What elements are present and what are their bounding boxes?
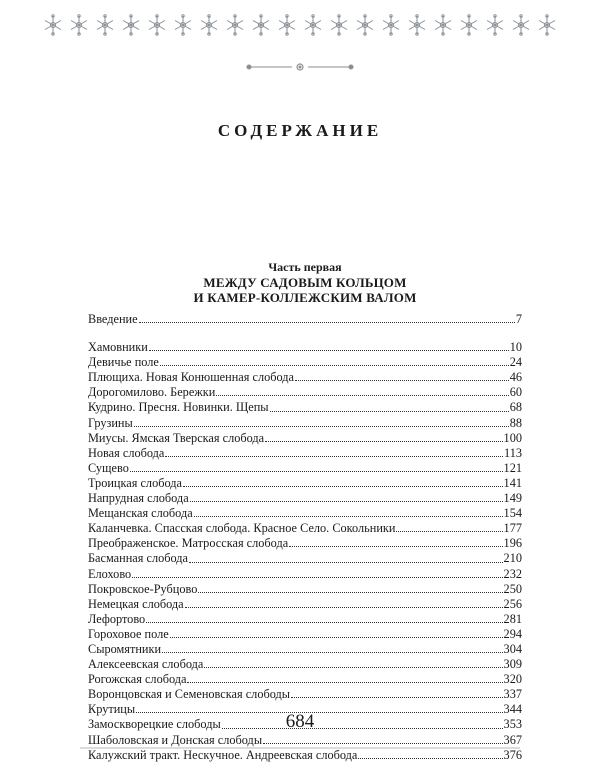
toc-entry-page: 100 bbox=[503, 430, 522, 445]
decorative-snowflake-border bbox=[40, 8, 560, 42]
toc-leader-dots bbox=[396, 531, 502, 532]
toc-leader-dots bbox=[265, 441, 502, 442]
toc-entry-title: Напрудная слобода bbox=[88, 491, 189, 506]
toc-entry bbox=[88, 476, 522, 491]
toc-entry bbox=[88, 312, 522, 327]
toc-leader-dots bbox=[187, 682, 502, 683]
page-number: 684 bbox=[285, 711, 315, 732]
title-ornament bbox=[245, 62, 355, 72]
toc-leader-dots bbox=[291, 697, 503, 698]
toc-leader-dots bbox=[160, 365, 509, 366]
toc-entry-page: 88 bbox=[509, 415, 522, 430]
toc-leader-dots bbox=[139, 322, 515, 323]
toc-leader-dots bbox=[190, 501, 503, 502]
toc-entry-page: 309 bbox=[503, 657, 522, 672]
toc-entry bbox=[88, 370, 522, 385]
toc-entry-title: Миусы. Ямская Тверская слобода bbox=[88, 430, 265, 445]
toc-entry-title: Дорогомилово. Бережки bbox=[88, 385, 216, 400]
toc-leader-dots bbox=[165, 456, 503, 457]
toc-entry-title: Троицкая слобода bbox=[88, 475, 182, 490]
toc-leader-dots bbox=[204, 667, 502, 668]
toc-entry-page: 294 bbox=[503, 626, 522, 641]
toc-leader-dots bbox=[189, 562, 503, 563]
toc-entry bbox=[88, 657, 522, 672]
toc-entry-page: 7 bbox=[515, 312, 522, 326]
toc-leader-dots bbox=[216, 395, 508, 396]
toc-entry-page: 149 bbox=[503, 491, 522, 506]
toc-entry-page: 210 bbox=[503, 551, 522, 566]
toc-entry bbox=[88, 400, 522, 415]
toc-leader-dots bbox=[270, 411, 509, 412]
toc-entry bbox=[88, 340, 522, 355]
toc-leader-dots bbox=[146, 622, 502, 623]
toc-entry bbox=[88, 687, 522, 702]
toc-entry-page: 196 bbox=[503, 536, 522, 551]
contents-heading: СОДЕРЖАНИЕ bbox=[217, 121, 383, 140]
toc-entry-page: 250 bbox=[503, 581, 522, 596]
toc-leader-dots bbox=[358, 758, 502, 759]
toc-leader-dots bbox=[185, 607, 503, 608]
toc-entry-page: 232 bbox=[503, 566, 522, 581]
toc-leader-dots bbox=[162, 652, 502, 653]
toc-entry-title: Каланчевка. Спасская слобода. Красное Село. Сокольники bbox=[88, 521, 396, 536]
toc-entry-title: Покровское-Рубцово bbox=[88, 581, 198, 596]
toc-leader-dots bbox=[132, 577, 502, 578]
toc-entry bbox=[88, 521, 522, 536]
toc-entry bbox=[88, 491, 522, 506]
toc-entry-title: Грузины bbox=[88, 415, 133, 430]
toc-entry-title: Басманная слобода bbox=[88, 551, 188, 566]
toc-entry-title: Введение bbox=[88, 312, 138, 326]
toc-entry bbox=[88, 627, 522, 642]
toc-entry-page: 337 bbox=[503, 687, 522, 702]
toc-leader-dots bbox=[130, 471, 503, 472]
toc-entry-page: 24 bbox=[509, 355, 522, 370]
toc-entry-title: Воронцовская и Семеновская слободы bbox=[88, 687, 291, 702]
toc-entry bbox=[88, 416, 522, 431]
toc-entry bbox=[88, 551, 522, 566]
toc-leader-dots bbox=[289, 546, 502, 547]
toc-leader-dots bbox=[183, 486, 503, 487]
toc-entry-title: Преображенское. Матросская слобода bbox=[88, 536, 289, 551]
toc-entry-title: Алексеевская слобода bbox=[88, 657, 204, 672]
toc-leader-dots bbox=[134, 426, 509, 427]
toc-entry bbox=[88, 446, 522, 461]
toc-entry-page: 10 bbox=[509, 340, 522, 355]
toc-entry-title: Девичье поле bbox=[88, 355, 159, 370]
toc-entry-page: 154 bbox=[503, 506, 522, 521]
toc-entry bbox=[88, 506, 522, 521]
table-of-contents bbox=[88, 312, 522, 763]
toc-entry bbox=[88, 582, 522, 597]
toc-entry-title: Замоскворецкие слободы bbox=[88, 717, 221, 732]
toc-entry bbox=[88, 461, 522, 476]
toc-entry-page: 141 bbox=[503, 475, 522, 490]
toc-entry-title: Кудрино. Пресня. Новинки. Щепы bbox=[88, 400, 269, 415]
toc-entry-title: Немецкая слобода bbox=[88, 596, 184, 611]
toc-entry-title: Калужский тракт. Нескучное. Андреевская слобода bbox=[88, 747, 358, 762]
decorative-bottom-border bbox=[80, 736, 520, 750]
toc-leader-dots bbox=[295, 380, 509, 381]
toc-entry-page: 344 bbox=[503, 702, 522, 717]
toc-leader-dots bbox=[194, 516, 503, 517]
toc-entry-title: Елохово bbox=[88, 566, 132, 581]
toc-entry-page: 46 bbox=[509, 370, 522, 385]
toc-entry-page: 353 bbox=[503, 717, 522, 732]
toc-entry-title: Новая слобода bbox=[88, 445, 165, 460]
toc-entry bbox=[88, 672, 522, 687]
toc-entry bbox=[88, 355, 522, 370]
toc-entry-title: Лефортово bbox=[88, 611, 146, 626]
toc-entry-page: 367 bbox=[503, 732, 522, 747]
toc-entry-page: 177 bbox=[503, 521, 522, 536]
toc-entry-page: 256 bbox=[503, 596, 522, 611]
toc-entry-title: Сущево bbox=[88, 460, 129, 475]
toc-entry bbox=[88, 567, 522, 582]
toc-leader-dots bbox=[149, 350, 509, 351]
toc-entry-page: 60 bbox=[509, 385, 522, 400]
toc-entry bbox=[88, 431, 522, 446]
toc-entry-page: 281 bbox=[503, 611, 522, 626]
toc-entry-title: Плющиха. Новая Конюшенная слобода bbox=[88, 370, 294, 385]
toc-entry-page: 113 bbox=[504, 445, 522, 460]
part-title-line2: И КАМЕР-КОЛЛЕЖСКИМ ВАЛОМ bbox=[193, 290, 417, 305]
toc-leader-dots bbox=[198, 592, 502, 593]
toc-entry-title: Хамовники bbox=[88, 340, 148, 355]
toc-entry bbox=[88, 385, 522, 400]
toc-entry-title: Крутицы bbox=[88, 702, 136, 717]
toc-entry-title: Мещанская слобода bbox=[88, 506, 193, 521]
toc-leader-dots bbox=[170, 637, 503, 638]
toc-entry-page: 304 bbox=[503, 641, 522, 656]
toc-entry-page: 68 bbox=[509, 400, 522, 415]
toc-entry bbox=[88, 612, 522, 627]
toc-entry bbox=[88, 536, 522, 551]
toc-entry bbox=[88, 642, 522, 657]
toc-entry-title: Гороховое поле bbox=[88, 626, 169, 641]
toc-entry bbox=[88, 597, 522, 612]
part-label: Часть первая bbox=[268, 260, 342, 274]
toc-entry-title: Сыромятники bbox=[88, 641, 162, 656]
part-title-line1: МЕЖДУ САДОВЫМ КОЛЬЦОМ bbox=[203, 275, 407, 290]
toc-entry-title: Шаболовская и Донская слободы bbox=[88, 732, 263, 747]
toc-entry-page: 376 bbox=[503, 747, 522, 762]
toc-entry-title: Рогожская слобода bbox=[88, 672, 187, 687]
toc-entry-page: 320 bbox=[503, 672, 522, 687]
toc-entry-page: 121 bbox=[503, 460, 522, 475]
